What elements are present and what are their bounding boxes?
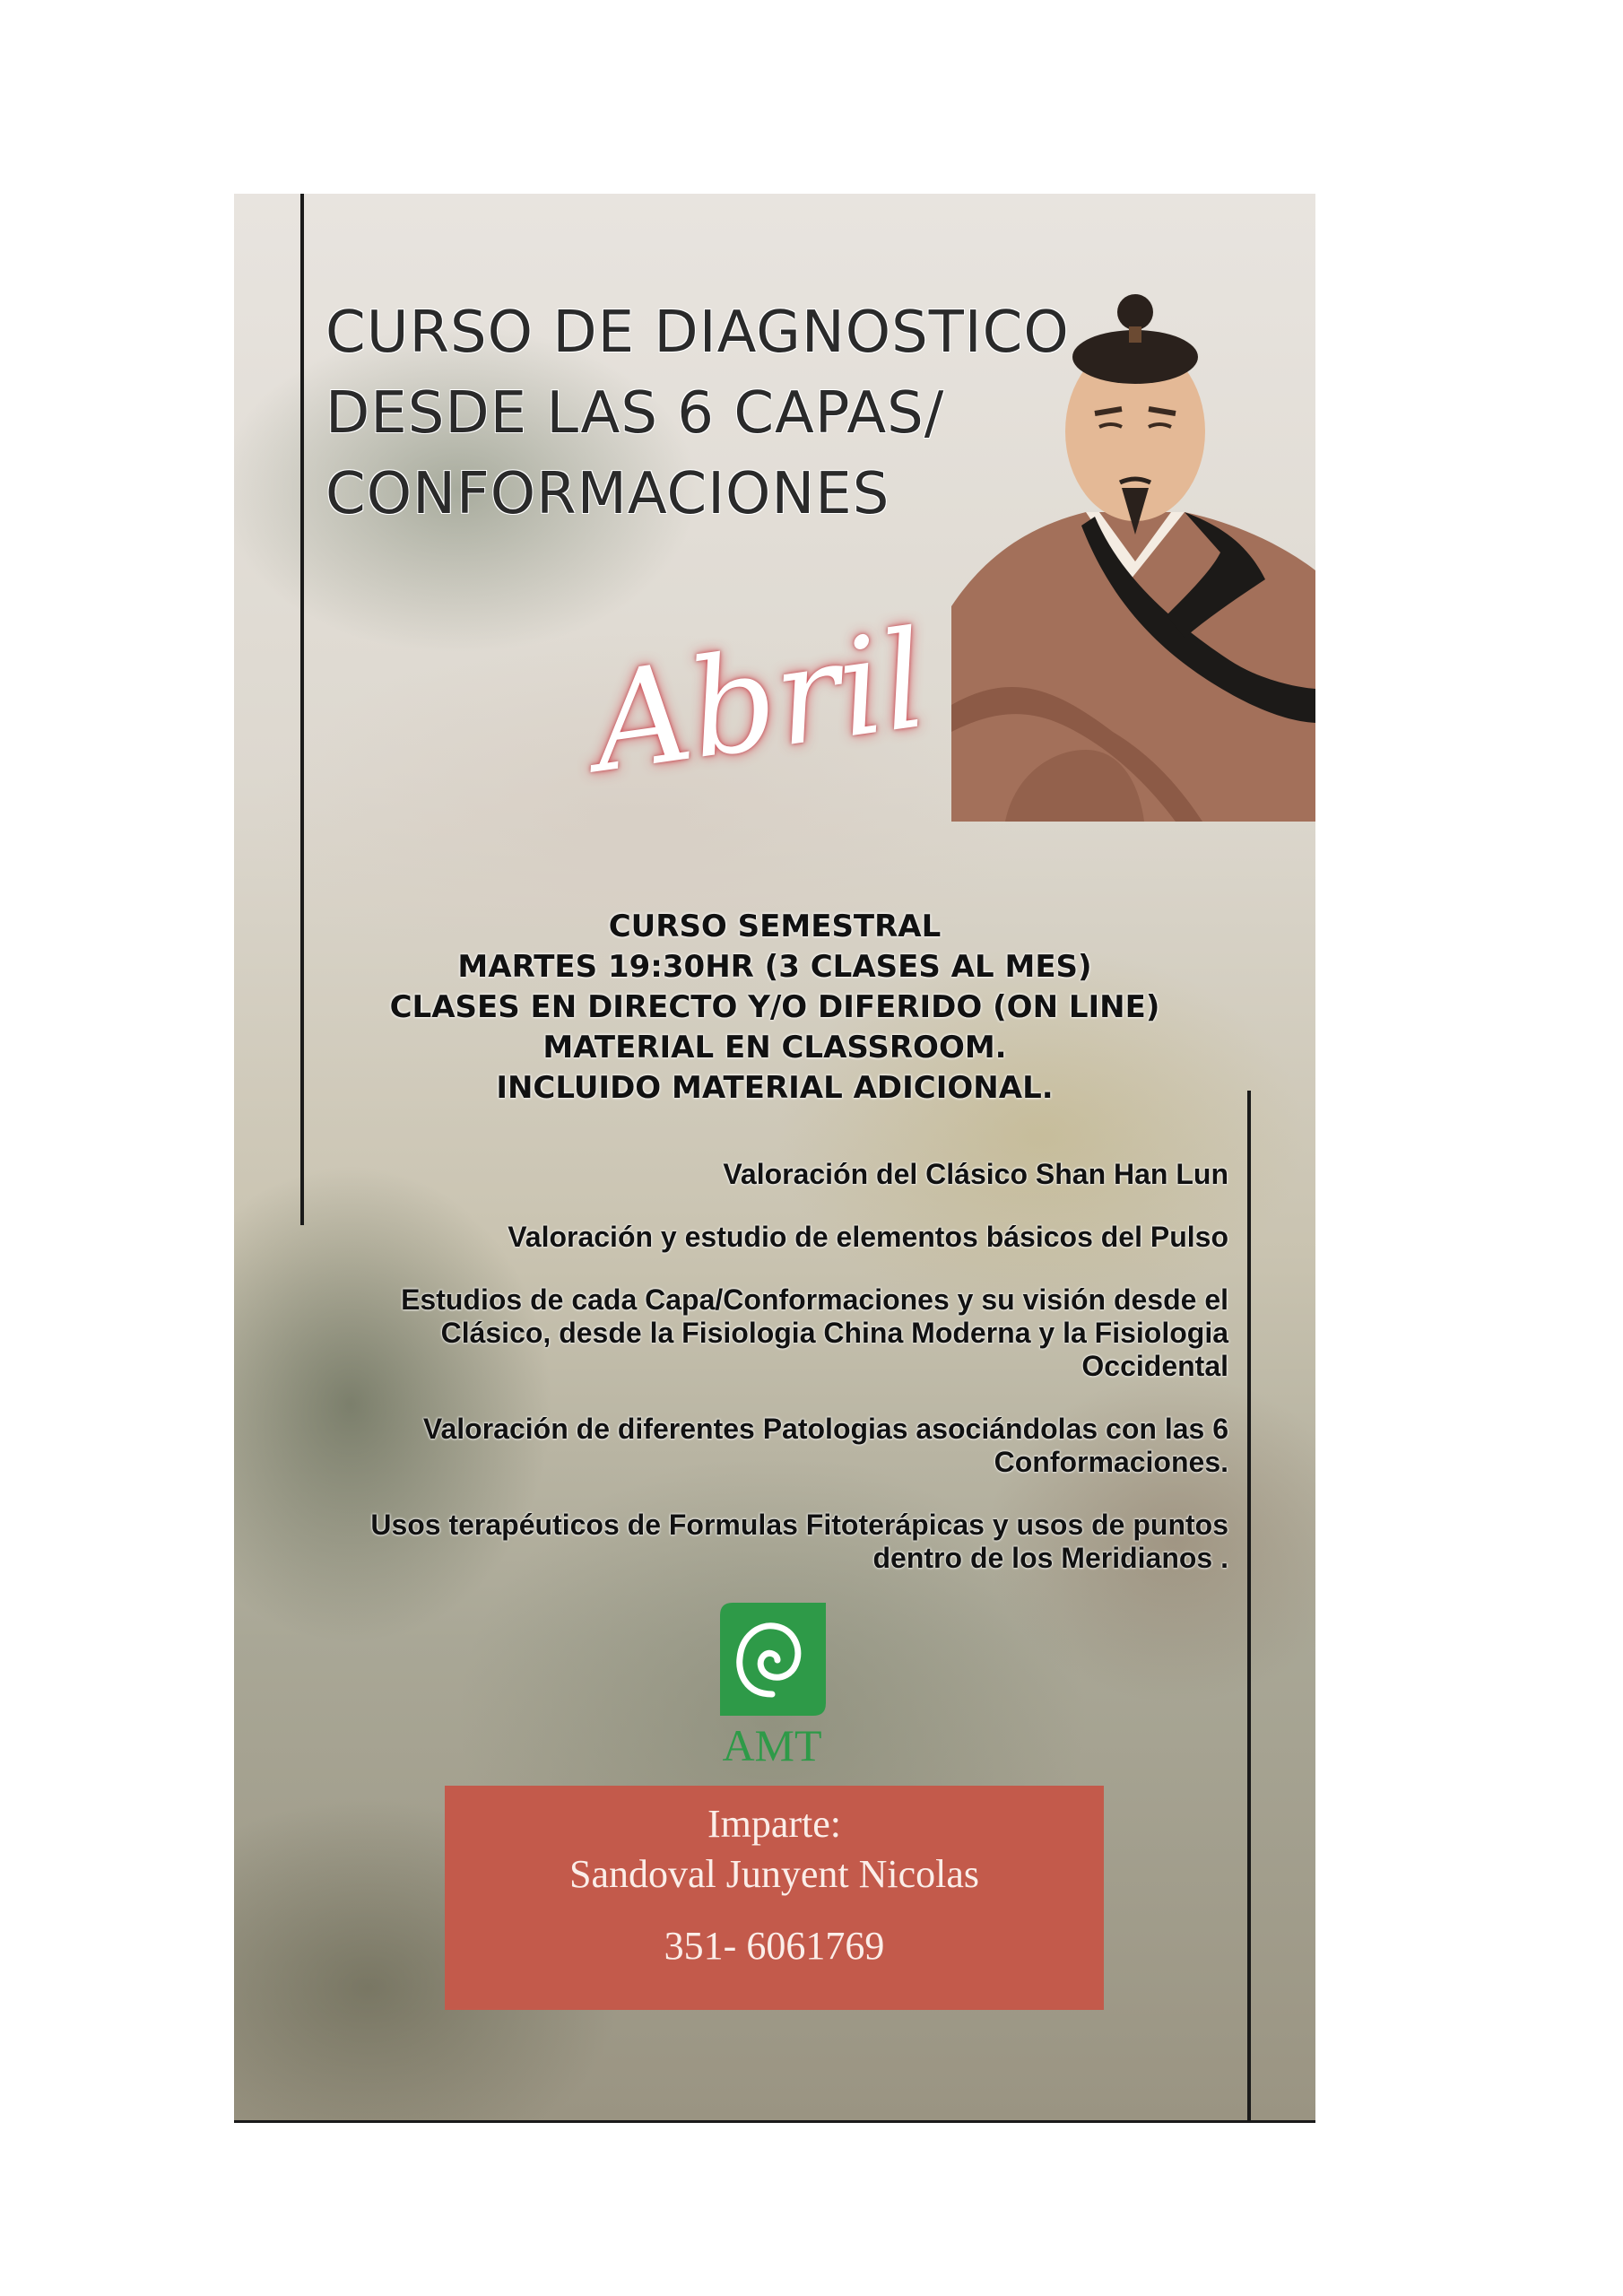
teacher-box xyxy=(445,1786,1104,2010)
course-topics xyxy=(332,1158,1228,1605)
info-line: MATERIAL EN CLASSROOM. xyxy=(542,1030,1007,1065)
right-vertical-rule xyxy=(1247,1091,1251,2122)
course-poster xyxy=(234,194,1315,2122)
info-line: CURSO SEMESTRAL xyxy=(608,909,942,944)
info-line: MARTES 19:30HR (3 CLASES AL MES) xyxy=(457,949,1092,985)
teacher-label: Imparte: xyxy=(707,1802,842,1846)
amt-logo xyxy=(709,1596,835,1771)
spiral-logo-icon xyxy=(709,1596,835,1721)
title-line: CONFORMACIONES xyxy=(325,461,890,527)
sage-portrait-illustration xyxy=(951,283,1315,822)
info-line: CLASES EN DIRECTO Y/O DIFERIDO (ON LINE) xyxy=(389,989,1160,1025)
topic-item: Usos terapéuticos de Formulas Fitoterápicas y usos de puntos dentro de los Meridianos . xyxy=(370,1509,1228,1574)
teacher-name: Sandoval Junyent Nicolas xyxy=(568,1852,980,1896)
topic-item: Valoración de diferentes Patologias asociándolas con las 6 Conformaciones. xyxy=(422,1413,1228,1478)
info-line: INCLUIDO MATERIAL ADICIONAL. xyxy=(496,1070,1054,1106)
title-line: DESDE LAS 6 CAPAS/ xyxy=(325,380,945,447)
course-info xyxy=(234,907,1315,1109)
logo-text: AMT xyxy=(722,1720,822,1770)
month-heading: Abril xyxy=(583,601,936,804)
topic-item: Valoración y estudio de elementos básicos del Pulso xyxy=(508,1221,1228,1253)
bottom-rule xyxy=(234,2120,1315,2123)
topic-item: Estudios de cada Capa/Conformaciones y su visión desde el Clásico, desde la Fisiologia China Moderna y la Fisiologia Occidental xyxy=(401,1283,1228,1382)
contact-phone: 351- 6061769 xyxy=(664,1924,885,1968)
topic-item: Valoración del Clásico Shan Han Lun xyxy=(723,1158,1228,1190)
title-line: CURSO DE DIAGNOSTICO xyxy=(325,300,1070,366)
